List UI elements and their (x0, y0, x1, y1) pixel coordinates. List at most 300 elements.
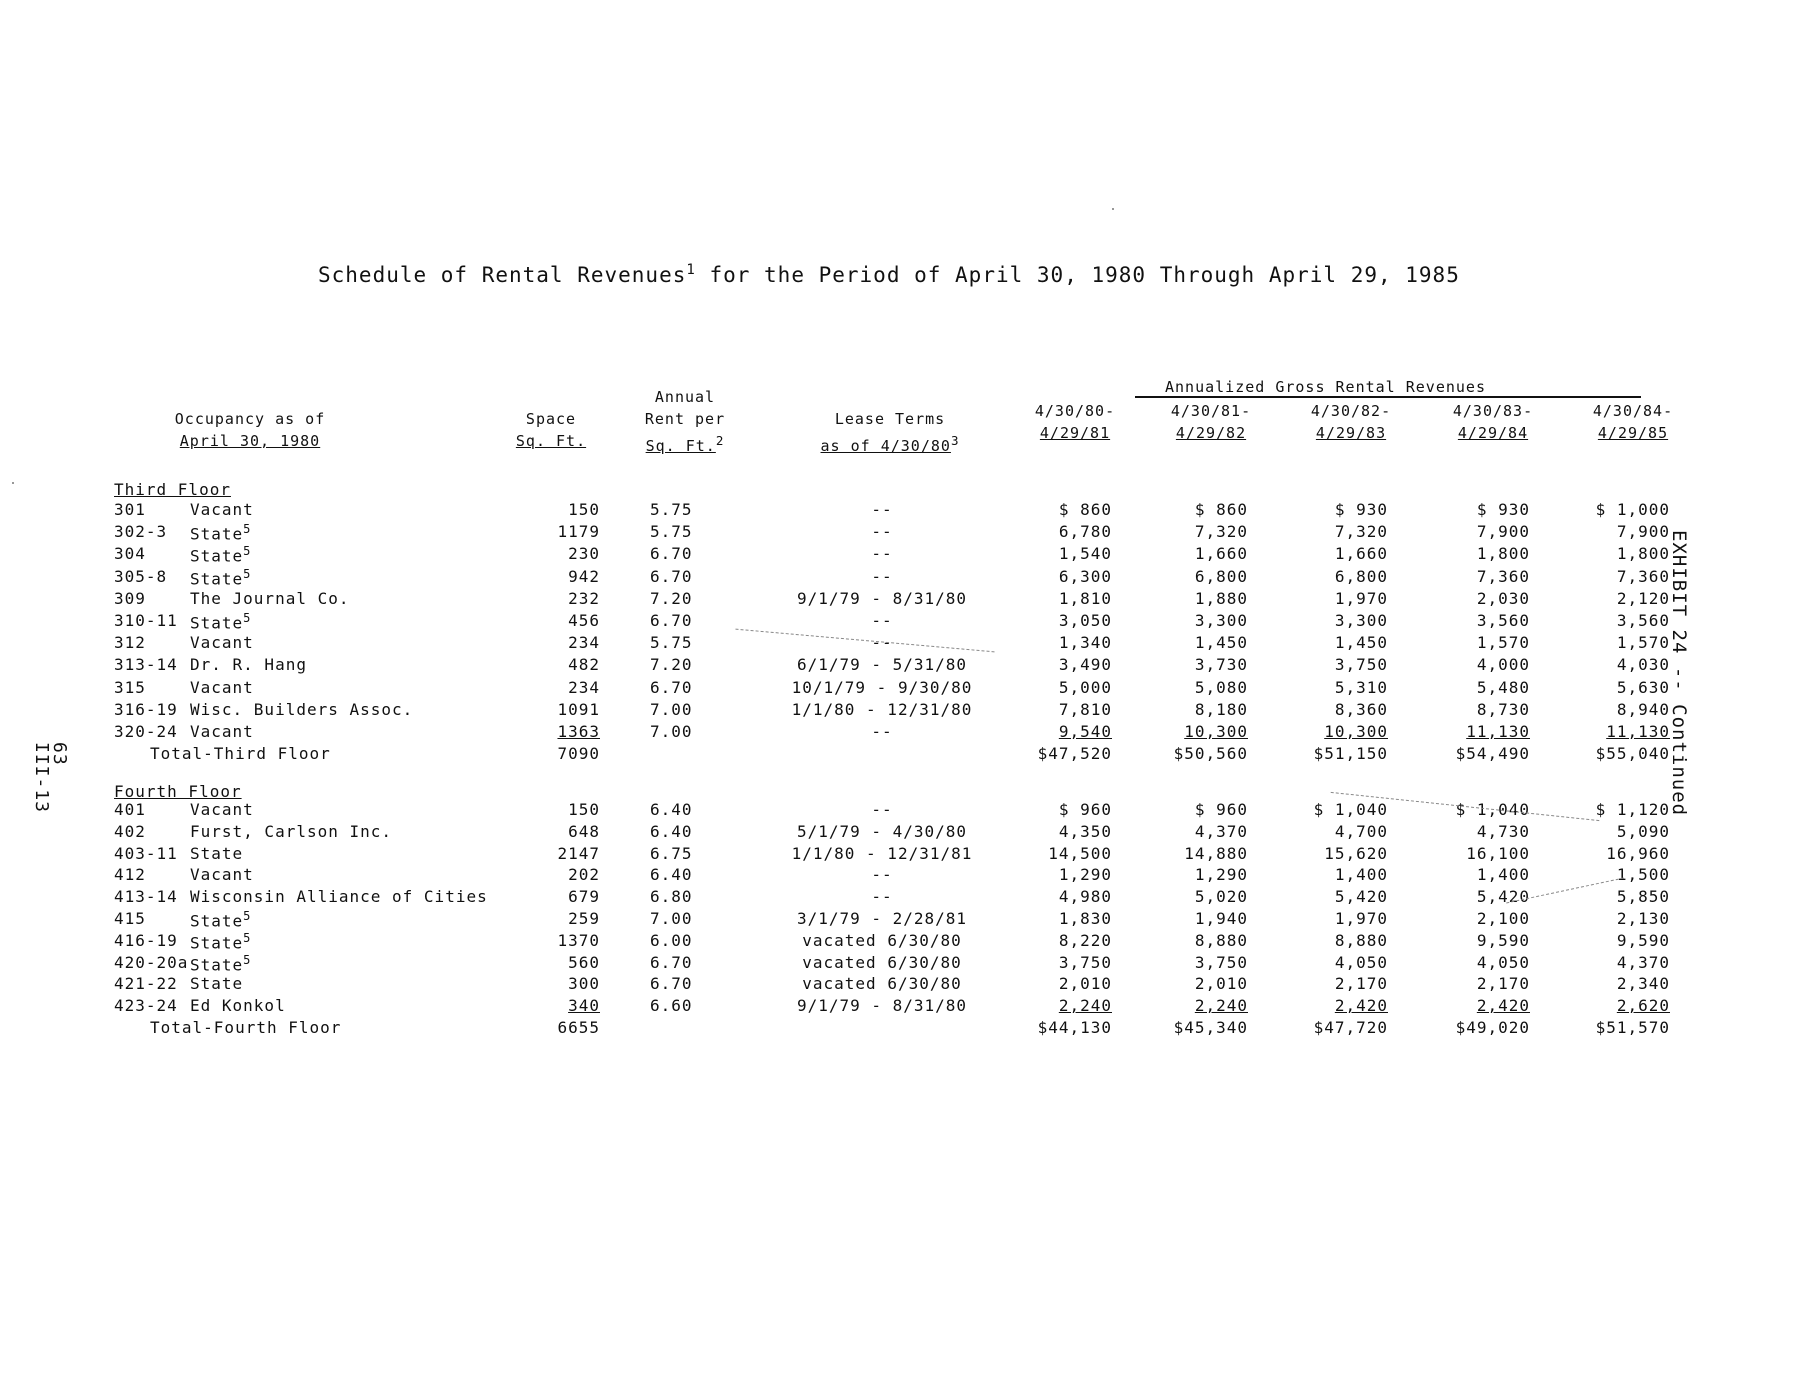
annual-rent: 5.75 (650, 522, 693, 542)
header-occupancy-line2: April 30, 1980 (179, 432, 321, 450)
revenue-cell: 1,570 (1476, 633, 1530, 653)
revenue-cell: 1,450 (1194, 633, 1248, 653)
revenue-cell: 1,500 (1616, 865, 1670, 885)
space-sqft: 232 (568, 588, 600, 608)
period-3-end: 4/29/83 (1315, 424, 1387, 442)
table-row (0, 678, 1793, 700)
occupant-text: Wisc. Builders Assoc. (190, 699, 414, 719)
revenue-cell: 6,800 (1194, 566, 1248, 586)
annual-rent: 6.40 (650, 865, 693, 885)
scan-speck (12, 482, 14, 484)
revenue-cell: 1,290 (1194, 865, 1248, 885)
header-rent-note: 2 (715, 433, 725, 448)
annual-rent: 7.20 (650, 588, 693, 608)
header-space-line2: Sq. Ft. (515, 432, 587, 450)
occupant-name (190, 909, 251, 930)
occupant-name (190, 544, 251, 565)
unit-number: 304 (114, 544, 146, 564)
unit-number: 310-11 (114, 611, 178, 630)
title-rest: for the Period of April 30, 1980 Through April 29, 1985 (709, 263, 1460, 287)
revenue-cell: 8,220 (1058, 930, 1112, 950)
revenue-cell: 2,100 (1476, 909, 1530, 928)
revenue-cell: 5,420 (1334, 887, 1388, 907)
space-sqft: 1091 (557, 699, 600, 719)
lease-terms: vacated 6/30/80 (802, 974, 962, 994)
occupant-text: State (190, 933, 244, 953)
revenue-cell: $ 1,120 (1595, 800, 1670, 819)
period-1-start: 4/30/80- (1034, 402, 1116, 420)
revenue-cell: $ 860 (1058, 500, 1112, 519)
unit-number: 309 (114, 588, 146, 608)
total-sqft: 6655 (557, 1018, 600, 1037)
space-sqft: 2147 (557, 843, 600, 863)
annual-rent: 6.70 (650, 611, 693, 630)
revenue-cell: 1,290 (1058, 865, 1112, 885)
header-period-5 (1583, 400, 1683, 444)
revenue-cell: 1,340 (1058, 633, 1112, 653)
revenue-cell: 8,180 (1194, 699, 1248, 719)
lease-terms: -- (871, 865, 893, 885)
revenue-cell: 1,540 (1058, 544, 1112, 564)
header-period-3 (1301, 400, 1401, 444)
period-3-start: 4/30/82- (1310, 402, 1392, 420)
total-revenue: $50,560 (1173, 744, 1248, 764)
occupant-name (190, 865, 254, 884)
total-sqft: 7090 (557, 744, 600, 764)
occupant-text: Vacant (190, 800, 254, 819)
revenue-cell: 5,000 (1058, 677, 1112, 697)
page-title (318, 262, 1460, 287)
revenue-cell: 1,940 (1194, 909, 1248, 928)
revenue-cell: 2,340 (1616, 974, 1670, 994)
lease-terms: 9/1/79 - 8/31/80 (796, 996, 968, 1016)
revenue-cell: 6,780 (1058, 522, 1112, 542)
space-sqft: 456 (568, 611, 600, 630)
revenue-cell: 7,320 (1194, 522, 1248, 542)
revenue-cell: 2,030 (1476, 588, 1530, 608)
annual-rent: 6.70 (650, 566, 693, 586)
space-sqft: 482 (568, 655, 600, 675)
revenue-cell: 1,830 (1058, 909, 1112, 928)
occupant-text: Vacant (190, 500, 254, 519)
space-sqft: 679 (568, 887, 600, 907)
occupant-name (190, 700, 413, 719)
period-5-end: 4/29/85 (1597, 424, 1669, 442)
unit-number: 401 (114, 800, 146, 819)
annual-rent: 7.00 (650, 909, 693, 928)
lease-terms: -- (871, 544, 893, 564)
scan-speck (1112, 208, 1114, 210)
lease-terms: 1/1/80 - 12/31/80 (791, 699, 973, 719)
section-fourth-floor: Fourth Floor (114, 782, 242, 801)
revenue-cell: 4,350 (1058, 821, 1112, 841)
lease-terms: 10/1/79 - 9/30/80 (791, 677, 973, 697)
header-lease-note: 3 (950, 433, 960, 448)
revenue-cell: 1,400 (1476, 865, 1530, 885)
lease-terms: -- (871, 633, 893, 653)
revenue-cell: 4,980 (1058, 887, 1112, 907)
table-row (0, 909, 1793, 931)
table-row (0, 800, 1793, 822)
occupant-name (190, 611, 251, 632)
total-label: Total-Third Floor (150, 744, 331, 764)
revenue-cell: 1,400 (1334, 865, 1388, 885)
occupant-name (190, 589, 350, 608)
revenue-cell: 3,750 (1194, 952, 1248, 972)
revenue-cell: 7,320 (1334, 522, 1388, 542)
occupant-name (190, 678, 254, 697)
occupant-footnote: 5 (243, 566, 252, 581)
unit-number: 313-14 (114, 655, 178, 675)
total-revenue: $45,340 (1173, 1018, 1248, 1037)
space-sqft: 1179 (557, 522, 600, 542)
occupant-name (190, 974, 243, 993)
occupant-name (190, 822, 392, 841)
annual-rent: 7.00 (650, 722, 693, 741)
annual-rent: 5.75 (650, 633, 693, 653)
revenue-cell: 5,090 (1616, 821, 1670, 841)
occupant-footnote: 5 (243, 930, 252, 945)
revenue-cell: 3,750 (1058, 952, 1112, 972)
table-row (0, 544, 1793, 566)
table-row (0, 655, 1793, 677)
unit-number: 413-14 (114, 887, 178, 907)
revenue-cell: 3,300 (1334, 611, 1388, 630)
revenue-cell: 1,800 (1616, 544, 1670, 564)
revenue-cell: $ 930 (1334, 500, 1388, 519)
occupant-text: State (190, 524, 244, 544)
header-rent-line3: Sq. Ft. (645, 437, 716, 455)
header-lease-line1: Lease Terms (834, 410, 946, 428)
occupant-text: State (190, 843, 244, 863)
occupant-text: State (190, 974, 244, 994)
revenue-cell: 9,540 (1058, 722, 1112, 741)
lease-terms: 6/1/79 - 5/31/80 (796, 655, 968, 675)
revenue-cell: 8,940 (1616, 699, 1670, 719)
revenue-cell: 7,900 (1476, 522, 1530, 542)
revenue-cell: 7,810 (1058, 699, 1112, 719)
revenue-cell: $ 1,040 (1455, 800, 1530, 819)
revenue-cell: 10,300 (1184, 722, 1248, 741)
revenue-cell: 2,120 (1616, 588, 1670, 608)
lease-terms: 1/1/80 - 12/31/81 (791, 843, 973, 863)
revenue-cell: 7,360 (1616, 566, 1670, 586)
space-sqft: 300 (568, 974, 600, 994)
unit-number: 420-20a (114, 952, 189, 972)
annual-rent: 6.60 (650, 996, 693, 1016)
revenue-cell: 16,100 (1466, 843, 1530, 863)
header-occupancy-line1: Occupancy as of (174, 410, 326, 428)
revenue-cell: $ 1,040 (1313, 800, 1388, 819)
table-row (0, 722, 1793, 744)
revenue-cell: $ 930 (1476, 500, 1530, 519)
total-revenue: $51,570 (1595, 1018, 1670, 1037)
revenue-cell: 4,370 (1194, 821, 1248, 841)
revenue-cell: 7,360 (1476, 566, 1530, 586)
revenue-cell: 9,590 (1476, 930, 1530, 950)
space-sqft: 340 (568, 996, 600, 1016)
revenue-cell: $ 960 (1058, 800, 1112, 819)
occupant-footnote: 5 (243, 522, 252, 537)
total-label: Total-Fourth Floor (150, 1018, 342, 1037)
space-sqft: 942 (568, 566, 600, 586)
occupant-text: State (190, 954, 244, 974)
occupant-text: State (190, 568, 244, 588)
header-rent (630, 386, 740, 457)
annual-rent: 6.70 (650, 952, 693, 972)
space-sqft: 648 (568, 821, 600, 841)
revenue-cell: 8,360 (1334, 699, 1388, 719)
unit-number: 302-3 (114, 522, 168, 542)
occupant-text: Vacant (190, 677, 254, 697)
table-row (0, 522, 1793, 544)
revenue-cell: $ 860 (1194, 500, 1248, 519)
table-row (0, 500, 1793, 522)
revenue-cell: 6,300 (1058, 566, 1112, 586)
revenue-cell: 2,010 (1194, 974, 1248, 994)
annual-rent: 7.00 (650, 699, 693, 719)
revenue-cell: 4,050 (1334, 952, 1388, 972)
space-sqft: 234 (568, 677, 600, 697)
page-number (32, 742, 68, 813)
space-sqft: 259 (568, 909, 600, 928)
space-sqft: 560 (568, 952, 600, 972)
occupant-text: Vacant (190, 865, 254, 885)
table-row (0, 931, 1793, 953)
revenue-cell: 1,970 (1334, 909, 1388, 928)
revenue-cell: 1,880 (1194, 588, 1248, 608)
lease-terms: vacated 6/30/80 (802, 930, 962, 950)
revenue-cell: 2,170 (1334, 974, 1388, 994)
revenue-cell: 1,570 (1616, 633, 1670, 653)
revenue-cell: 4,370 (1616, 952, 1670, 972)
occupant-footnote: 5 (243, 611, 252, 625)
total-revenue: $55,040 (1595, 744, 1670, 764)
revenue-cell: 2,240 (1058, 996, 1112, 1016)
unit-number: 415 (114, 909, 146, 928)
lease-terms: -- (871, 500, 893, 519)
revenue-cell: 3,050 (1058, 611, 1112, 630)
occupant-name (190, 996, 286, 1015)
annual-rent: 6.70 (650, 544, 693, 564)
total-revenue: $44,130 (1037, 1018, 1112, 1037)
table-row (0, 589, 1793, 611)
unit-number: 305-8 (114, 566, 168, 586)
total-row (0, 1018, 1793, 1040)
table-row (0, 700, 1793, 722)
revenue-cell: 1,660 (1194, 544, 1248, 564)
period-4-start: 4/30/83- (1452, 402, 1534, 420)
occupant-text: Dr. R. Hang (190, 655, 307, 675)
space-sqft: 150 (568, 800, 600, 819)
table-row (0, 996, 1793, 1018)
total-row (0, 744, 1793, 766)
occupant-text: State (190, 911, 244, 931)
lease-terms: -- (871, 887, 893, 907)
unit-number: 412 (114, 865, 146, 885)
revenue-cell: 2,420 (1476, 996, 1530, 1016)
table-row (0, 865, 1793, 887)
unit-number: 423-24 (114, 996, 178, 1016)
period-5-start: 4/30/84- (1592, 402, 1674, 420)
occupant-name (190, 931, 251, 952)
period-2-start: 4/30/81- (1170, 402, 1252, 420)
revenue-cell: 5,850 (1616, 887, 1670, 907)
total-revenue: $47,720 (1313, 1018, 1388, 1037)
table-row (0, 953, 1793, 975)
revenue-cell: 14,880 (1184, 843, 1248, 863)
occupant-text: Vacant (190, 722, 254, 741)
unit-number: 312 (114, 633, 146, 653)
occupant-footnote: 5 (243, 544, 252, 559)
table-row (0, 822, 1793, 844)
unit-number: 421-22 (114, 974, 178, 994)
exhibit-label: EXHIBIT 24 -- Continued (1668, 530, 1690, 817)
occupant-footnote: 5 (243, 952, 252, 967)
revenue-cell: 14,500 (1048, 843, 1112, 863)
lease-terms: 9/1/79 - 8/31/80 (796, 588, 968, 608)
revenue-cell: 3,750 (1334, 655, 1388, 675)
annual-rent: 6.75 (650, 843, 693, 863)
occupant-name (190, 722, 254, 741)
lease-terms: -- (871, 722, 893, 741)
table-row (0, 611, 1793, 633)
header-space (506, 408, 596, 452)
revenue-cell: 1,970 (1334, 588, 1388, 608)
total-revenue: $49,020 (1455, 1018, 1530, 1037)
revenue-cell: 2,240 (1194, 996, 1248, 1016)
revenue-cell: 15,620 (1324, 843, 1388, 863)
revenue-cell: 11,130 (1466, 722, 1530, 741)
revenue-cell: 4,730 (1476, 821, 1530, 841)
revenue-cell: 2,130 (1616, 909, 1670, 928)
lease-terms: -- (871, 611, 893, 630)
revenue-cell: 6,800 (1334, 566, 1388, 586)
annual-rent: 6.00 (650, 930, 693, 950)
lease-terms: -- (871, 522, 893, 542)
unit-number: 315 (114, 677, 146, 697)
space-sqft: 234 (568, 633, 600, 653)
occupant-name (190, 953, 251, 974)
annual-rent: 6.40 (650, 800, 693, 819)
revenue-cell: 2,420 (1334, 996, 1388, 1016)
annual-rent: 5.75 (650, 500, 693, 519)
revenue-cell: 3,560 (1476, 611, 1530, 630)
occupant-name (190, 800, 254, 819)
period-2-end: 4/29/82 (1175, 424, 1247, 442)
occupant-footnote: 5 (243, 909, 252, 923)
occupant-name (190, 500, 254, 519)
occupant-text: Ed Konkol (190, 996, 286, 1016)
revenue-cell: 3,730 (1194, 655, 1248, 675)
annual-rent: 6.80 (650, 887, 693, 907)
unit-number: 403-11 (114, 843, 178, 863)
revenue-cell: 4,000 (1476, 655, 1530, 675)
occupant-name (190, 887, 488, 906)
unit-number: 402 (114, 821, 146, 841)
period-4-end: 4/29/84 (1457, 424, 1529, 442)
total-revenue: $47,520 (1037, 744, 1112, 764)
revenue-cell: 1,800 (1476, 544, 1530, 564)
table-row (0, 844, 1793, 866)
revenue-cell: 4,050 (1476, 952, 1530, 972)
annual-rent: 6.40 (650, 821, 693, 841)
table-row (0, 974, 1793, 996)
revenue-cell: 5,080 (1194, 677, 1248, 697)
revenue-cell: 5,420 (1476, 887, 1530, 907)
title-footnote: 1 (686, 262, 696, 278)
revenue-cell: 8,880 (1334, 930, 1388, 950)
annual-rent: 7.20 (650, 655, 693, 675)
lease-terms: vacated 6/30/80 (802, 952, 962, 972)
revenue-cell: 8,730 (1476, 699, 1530, 719)
space-sqft: 1363 (557, 722, 600, 741)
annual-rent: 6.70 (650, 677, 693, 697)
section-third-floor: Third Floor (114, 480, 231, 499)
occupant-text: State (190, 613, 244, 633)
revenue-cell: 1,450 (1334, 633, 1388, 653)
annual-rent: 6.70 (650, 974, 693, 994)
revenue-cell: 9,590 (1616, 930, 1670, 950)
revenue-cell: 4,700 (1334, 821, 1388, 841)
lease-terms: 3/1/79 - 2/28/81 (796, 909, 968, 928)
occupant-text: The Journal Co. (190, 588, 350, 608)
revenue-cell: 4,030 (1616, 655, 1670, 675)
header-period-2 (1161, 400, 1261, 444)
header-lease-line2: as of 4/30/80 (820, 437, 951, 455)
unit-number: 320-24 (114, 722, 178, 741)
title-text: Schedule of Rental Revenues (318, 263, 687, 287)
revenue-cell: 1,810 (1058, 588, 1112, 608)
occupant-name (190, 655, 307, 674)
space-sqft: 1370 (557, 930, 600, 950)
revenue-cell: 5,480 (1476, 677, 1530, 697)
occupant-name (190, 522, 251, 543)
page-number-top: 63 (49, 742, 70, 766)
revenue-cell: 3,300 (1194, 611, 1248, 630)
header-annualized: Annualized Gross Rental Revenues (1135, 378, 1641, 398)
header-lease (800, 408, 980, 457)
header-occupancy (160, 408, 340, 452)
revenue-cell: 5,310 (1334, 677, 1388, 697)
occupant-text: Furst, Carlson Inc. (190, 821, 393, 841)
total-revenue: $51,150 (1313, 744, 1388, 764)
total-revenue: $54,490 (1455, 744, 1530, 764)
occupant-text: Vacant (190, 633, 254, 653)
lease-terms: -- (871, 566, 893, 586)
lease-terms: -- (871, 800, 893, 819)
lease-terms: 5/1/79 - 4/30/80 (796, 821, 968, 841)
occupant-name (190, 567, 251, 588)
unit-number: 301 (114, 500, 146, 519)
page-number-bottom: III-13 (31, 742, 52, 814)
space-sqft: 202 (568, 865, 600, 885)
header-rent-line2: Rent per (644, 410, 726, 428)
revenue-cell: 7,900 (1616, 522, 1670, 542)
header-rent-line1: Annual (654, 388, 716, 406)
revenue-cell: 1,660 (1334, 544, 1388, 564)
revenue-cell: 10,300 (1324, 722, 1388, 741)
revenue-cell: $ 960 (1194, 800, 1248, 819)
occupant-name (190, 844, 243, 863)
header-space-line1: Space (525, 410, 577, 428)
revenue-cell: $ 1,000 (1595, 500, 1670, 519)
space-sqft: 230 (568, 544, 600, 564)
occupant-text: State (190, 546, 244, 566)
revenue-cell: 3,560 (1616, 611, 1670, 630)
unit-number: 316-19 (114, 699, 178, 719)
revenue-cell: 2,010 (1058, 974, 1112, 994)
